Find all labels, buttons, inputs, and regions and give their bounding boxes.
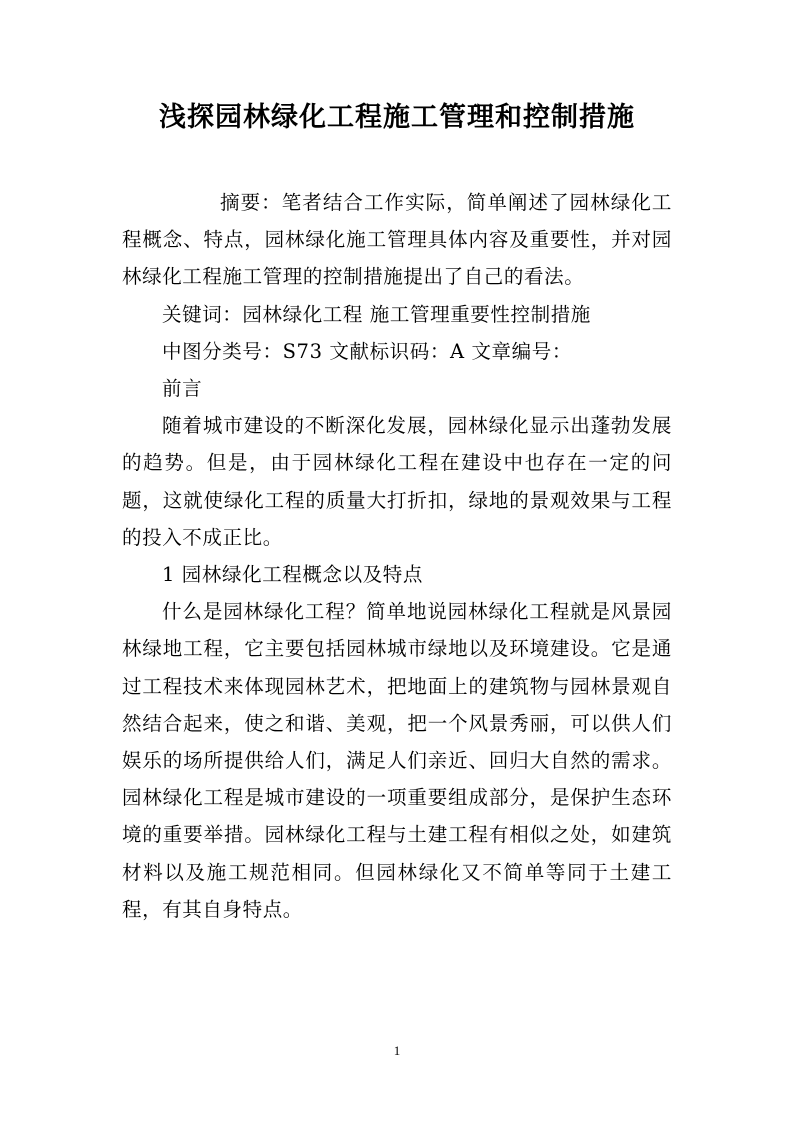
section-paragraph: 什么是园林绿化工程？简单地说园林绿化工程就是风景园林绿地工程，它主要包括园林城市绿地以及环境建设。它是通过工程技术来体现园林艺术，把地面上的建筑物与园林景观自然结合起来，使之和谐、美观，把一个风景秀丽，可以供人们娱乐的场所提供给人们，满足人们亲近、回归大自然的需求。园林绿化工程是城市建设的一项重要组成部分，是保护生态环境的重要举措。园林绿化工程与土建工程有相似之处，如建筑材料以及施工规范相同。但园林绿化又不简单等同于土建工程，有其自身特点。 bbox=[122, 600, 672, 921]
abstract-paragraph: 摘要：笔者结合工作实际，简单阐述了园林绿化工程概念、特点，园林绿化施工管理具体内容及重要性，并对园林绿化工程施工管理的控制措施提出了自己的看法。 bbox=[122, 191, 672, 289]
document-body bbox=[122, 184, 672, 928]
document-title: 浅探园林绿化工程施工管理和控制措施 bbox=[159, 102, 635, 133]
classification-line: 中图分类号：S73 文献标识码：A 文章编号： bbox=[162, 339, 572, 363]
preface-heading: 前言 bbox=[162, 377, 203, 401]
preface-paragraph: 随着城市建设的不断深化发展，园林绿化显示出蓬勃发展的趋势。但是，由于园林绿化工程在建设中也存在一定的问题，这就使绿化工程的质量大打折扣，绿地的景观效果与工程的投入不成正比。 bbox=[122, 414, 672, 549]
section-heading: 1 园林绿化工程概念以及特点 bbox=[162, 563, 424, 587]
keywords-line: 关键词：园林绿化工程 施工管理重要性控制措施 bbox=[162, 302, 591, 326]
page-number: 1 bbox=[393, 1043, 401, 1058]
